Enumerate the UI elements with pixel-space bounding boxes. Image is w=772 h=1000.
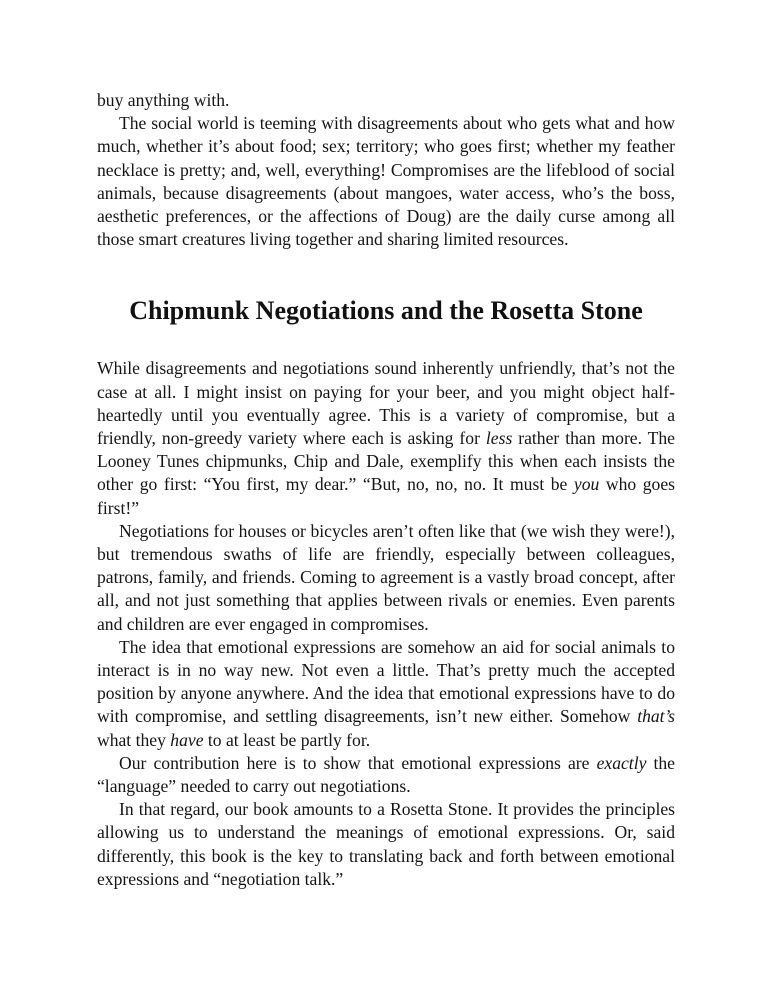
paragraph-rosetta: In that regard, our book amounts to a Rosetta Stone. It provides the principles allowing us to understand the meanings of emotional expressions. Or, said differently, this book is the key to translating back and forth between emotional expressions and “negotiation talk.” [97, 799, 675, 889]
text-run: rather than more. The Looney Tunes chipmunks, Chip and Dale, exemplify this when each insists the other go first: “You first, my dear.” “But, no, no, no. It must be [97, 428, 675, 495]
paragraph-contribution [97, 752, 675, 798]
opening-paragraph: The social world is teeming with disagreements about who gets what and how much, whether it’s about food; sex; territory; who goes first; whether my feather necklace is pretty; and, well, everything! Compromises are the lifeblood of social animals, because disagreements (about mangoes, water access, who’s the boss, aesthetic preferences, or the affections of Doug) are the daily curse among all those smart creatures living together and sharing limited resources. [97, 113, 675, 250]
text-run: The idea that emotional expressions are somehow an aid for social animals to interact is in no way new. Not even a little. That’s pretty much the accepted position by anyone anywhere. And the idea that emotional expressions have to do with compromise, and settling disagreements, isn’t new either. Somehow [97, 636, 675, 727]
emphasis-you: you [573, 474, 600, 495]
emphasis-less: less [485, 428, 513, 449]
text-run: what they [97, 729, 171, 750]
section-heading: Chipmunk Negotiations and the Rosetta Stone [129, 296, 643, 326]
text-run: the “language” needed to carry out negotiations. [97, 752, 675, 797]
emphasis-thats: that’s [637, 706, 675, 727]
text-run: While disagreements and negotiations sound inherently unfriendly, that’s not the case at all. I might insist on paying for your beer, and you might object half-heartedly until you eventually agree. This is a variety of compromise, but a friendly, non-greedy variety where each is asking for [97, 358, 675, 449]
paragraph-chipmunks [97, 357, 675, 519]
paragraph-negotiations: Negotiations for houses or bicycles aren’t often like that (we wish they were!), but tremendous swaths of life are friendly, especially between colleagues, patrons, family, and friends. Coming to agreement is a vastly broad concept, after all, and not just something that applies between rivals or enemies. Even parents and children are ever engaged in compromises. [97, 520, 675, 634]
emphasis-exactly: exactly [596, 752, 647, 773]
text-run: who goes first!” [97, 474, 675, 518]
text-run: to at least be partly for. [203, 729, 371, 750]
paragraph-idea [97, 636, 675, 752]
text-run: Our contribution here is to show that emotional expressions are [119, 752, 597, 773]
emphasis-have: have [170, 729, 204, 750]
page-body [97, 89, 675, 891]
opening-line: buy anything with. [97, 90, 230, 110]
